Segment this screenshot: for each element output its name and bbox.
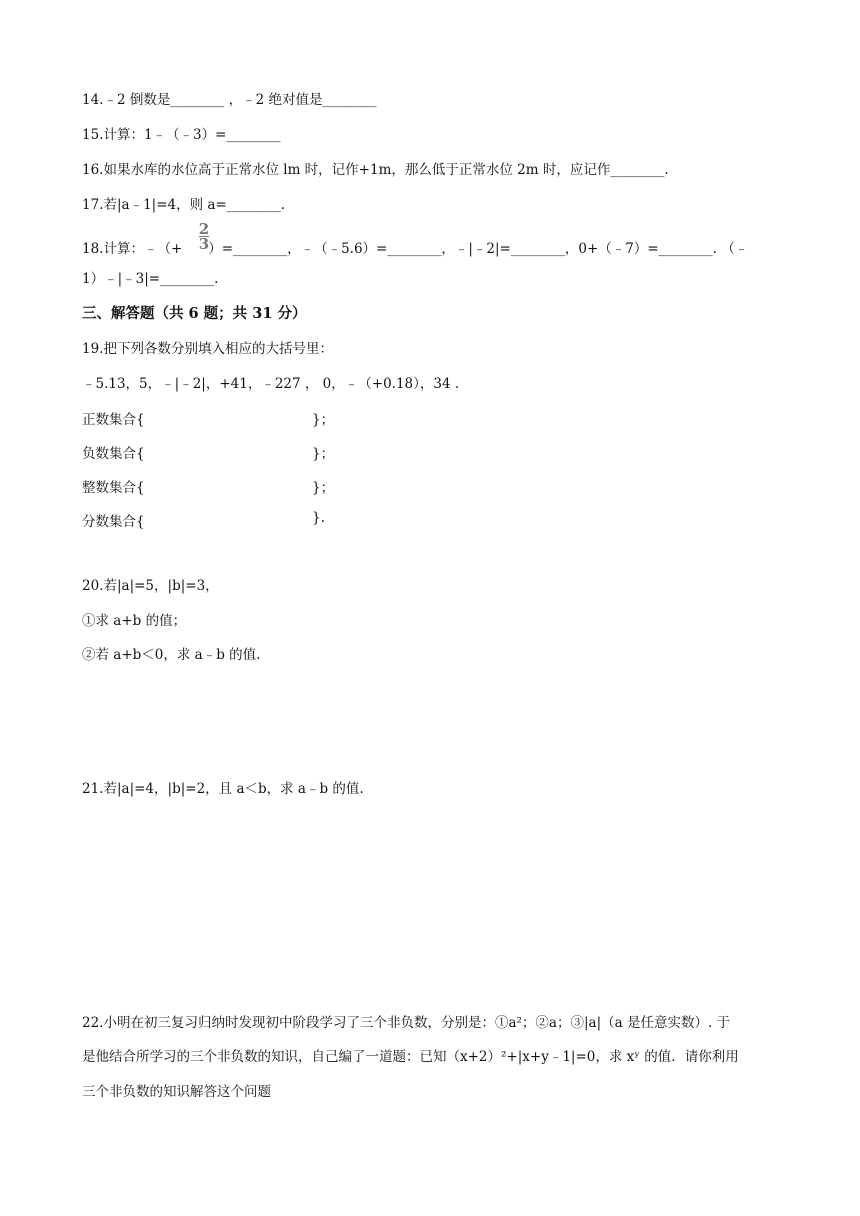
q22-line1: 22.小明在初三复习归纳时发现初中阶段学习了三个非负数，分别是：①a²；②a；③|a|（a 是任意实数）. 于	[82, 1015, 731, 1031]
q22-line3: 三个非负数的知识解答这个问题	[82, 1084, 271, 1100]
set-fraction-close: }.	[312, 510, 325, 526]
question-16: 16.如果水库的水位高于正常水位 lm 时，记作+1m，那么低于正常水位 2m 时，应记作________.	[82, 162, 669, 178]
set-negative-label: 负数集合{	[82, 446, 145, 462]
q20-item1: ①求 a+b 的值；	[82, 613, 187, 629]
q22-line2: 是他结合所学习的三个非负数的知识，自己编了一道题：已知（x+2）²+|x+y﹣1|=0，求 xʸ 的值．请你利用	[82, 1049, 739, 1065]
fraction-numerator: 2	[198, 220, 210, 238]
fraction-denominator: 3	[198, 235, 210, 253]
q19-prompt: 19.把下列各数分别填入相应的大括号里：	[82, 341, 333, 357]
q18-part-b: ）=________，﹣（﹣5.6）=________，﹣|﹣2|=________，0+（﹣7）=________. （﹣	[208, 241, 749, 257]
question-21: 21.若|a|=4，|b|=2，且 a＜b，求 a﹣b 的值.	[82, 781, 364, 797]
set-integer-close: }；	[312, 480, 335, 496]
q18-line2: 1）﹣|﹣3|=________.	[82, 271, 219, 287]
q20-item2: ②若 a+b＜0，求 a﹣b 的值.	[82, 647, 261, 663]
set-integer-label: 整数集合{	[82, 480, 145, 496]
set-fraction-label: 分数集合{	[82, 514, 145, 530]
section-heading: 三、解答题（共 6 题；共 31 分）	[82, 305, 307, 322]
q19-numbers: ﹣5.13，5，﹣|﹣2|，+41，﹣227 ， 0，﹣（+0.18），34 .	[82, 376, 460, 392]
set-positive-close: }；	[312, 412, 335, 428]
question-15: 15.计算：1﹣（﹣3）=________	[82, 127, 281, 143]
set-positive-label: 正数集合{	[82, 412, 145, 428]
question-14: 14.﹣2 倒数是________ ，﹣2 绝对值是________	[82, 92, 377, 108]
set-negative-close: }；	[312, 446, 335, 462]
question-17: 17.若|a﹣1|=4，则 a=________.	[82, 197, 286, 213]
fraction-two-thirds	[196, 222, 212, 251]
q18-part-a: 18.计算：﹣（+	[82, 241, 183, 257]
q20-prompt: 20.若|a|=5，|b|=3，	[82, 578, 219, 594]
